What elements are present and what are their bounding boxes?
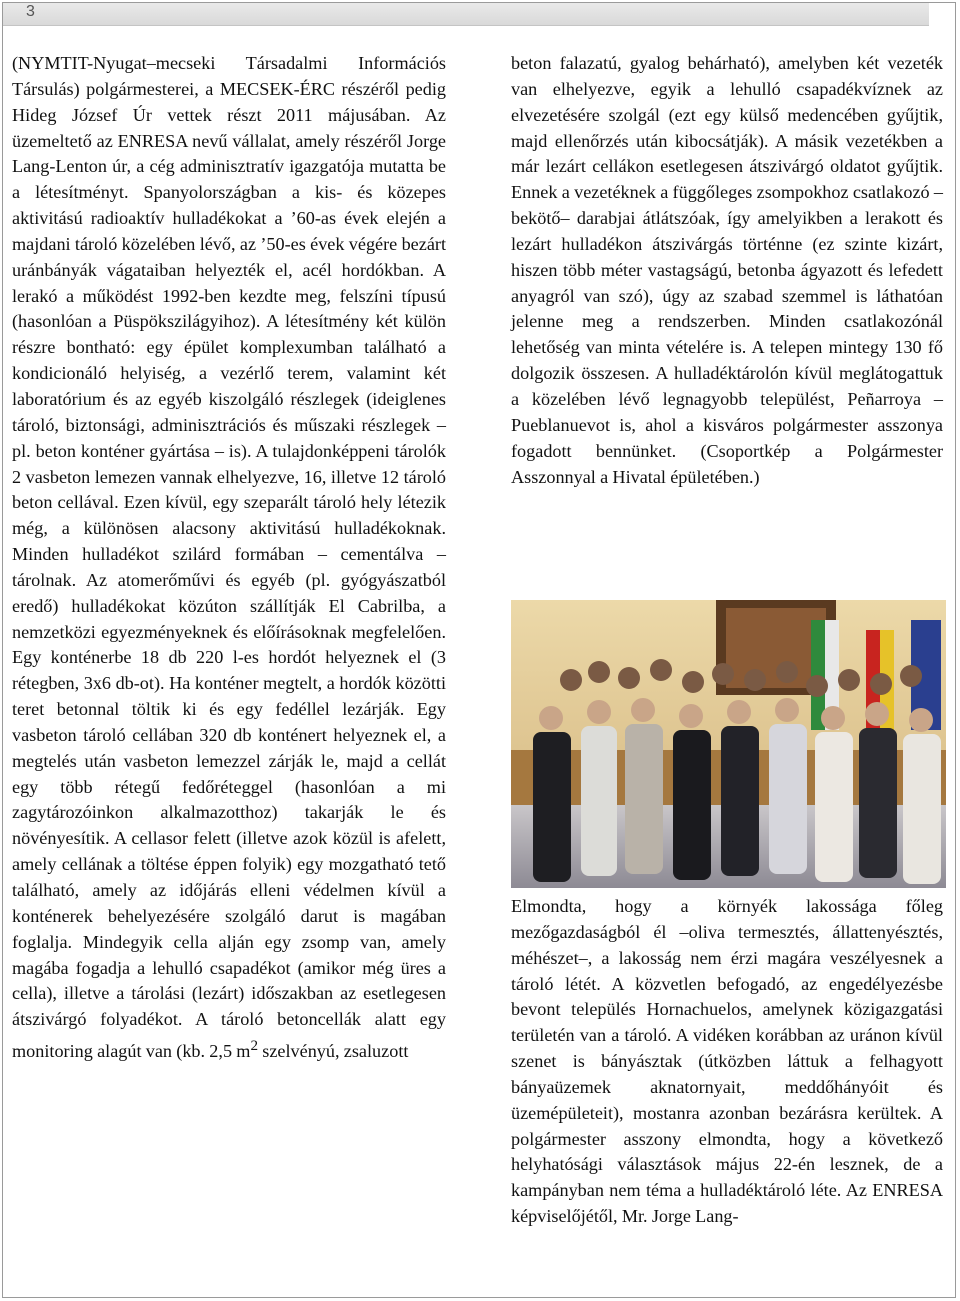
page-header-bar <box>3 3 929 26</box>
group-photo <box>511 600 946 888</box>
group-photo-illustration <box>511 600 946 888</box>
left-column-text <box>12 51 446 1065</box>
right-column-bottom-text: Elmondta, hogy a környék lakossága főleg mezőgazdaságból él –oliva termesztés, állattenyésztés, méhészet–, a lakosság nem érzi magára veszélyesnek a tároló létét. A közvetlen befogadó, az engedélyezésbe bevont település Hornachuelos, amelynek közigazgatási területén van a tároló. A vidéken korábban az uránon kívül szenet is bányásztak (útközben láttuk a felhagyott bányaüzemek aknatornyait, meddőhányóit és üzemépületeit), mostanra azonban bezárásra kerültek. A polgármester asszony elmondta, hogy a következő helyhatósági választások május 22-én lesznek, de a kampányban nem téma a hulladéktároló léte. Az ENRESA képviselőjétől, Mr. Jorge Lang- <box>511 896 943 1227</box>
article-right-column-bottom <box>511 894 943 1230</box>
page-number: 3 <box>26 3 35 20</box>
area-unit-superscript: 2 <box>250 1037 259 1055</box>
left-column-end: szelvényú, zsaluzott <box>258 1041 409 1062</box>
article-right-column-top <box>511 51 943 490</box>
right-column-top-text: beton falazatú, gyalog behárható), amelyben két vezeték van elhelyezve, egyik a lehulló csapadékvíznek az elvezetésére szolgál (ezt egy külső medencében gyűjtik, majd ellenőrzés után kibocsátják). A másik vezetékben a már lezárt cellákon esetlegesen átszivárgó oldatot gyűjtik. Ennek a vezetéknek a függőleges zsompokhoz csatlakozó –bekötő– darabjai átlátszóak, így amelyikben a lerakott és lezárt hulladékon átszivárgás történne (ez szinte kizárt, hiszen több méter vastagságú, betonba ágyazott és lefedett anyagról van szó), úgy az szabad szemmel is láthatóan jelenne meg a rendszerben. Minden csatlakozónál lehetőség van minta vételére is. A telepen mintegy 130 fő dolgozik összesen. A hulladéktárolón kívül meglátogattuk a közelében lévő legnagyobb települést, Peñarroya – Pueblanuevot is, ahol a kisváros polgármester asszonya fogadott bennünket. (Csoportkép a Polgármester Asszonnyal a Hivatal épületében.) <box>511 53 943 487</box>
left-column-body: (NYMTIT-Nyugat–mecseki Társadalmi Információs Társulás) polgármesterei, a MECSEK-ÉRC részéről pedig Hideg József Úr vettek részt 2011 májusában. Az üzemeltető az ENRESA nevű vállalat, amely részéről Jorge Lang-Lenton úr, a cég adminisztratív igazgatója mutatta be a létesítményt. Spanyolországban a kis- és közepes aktivitású radioaktív hulladékokat a ’60-as évek elején a majdani tároló közelében lévő, az ’50-es évek végére bezárt uránbányák vágataiban helyezték el, acél hordókban. A lerakó a működést 1992-ben kezdte meg, felszíni típusú (hasonlóan a Püspökszilágyihoz). A létesítmény két külön részre bontható: egy épület komplexumban található a kondicionáló helyiség, a vezérlő terem, valamint két laboratórium és az egyéb kiszolgáló részlegek (ideiglenes tároló, biztonsági, adminisztrációs és műszaki részlegek – pl. beton konténer gyártása – is). A tulajdonképpeni tárolók 2 vasbeton lemezen vannak elhelyezve, 16, illetve 12 tároló beton cellával. Ezen kívül, egy szeparált tároló hely létezik még, a különösen alacsony aktivitású hulladékoknak. Minden hulladékot szilárd formában – cementálva – tárolnak. Az atomerőművi és egyéb (pl. gyógyászatból eredő) hulladékokat közúton szállítják El Cabrilba, a nemzetközi egyezményeknek és előírásoknak megfelelően. Egy konténerbe 18 db 220 l-es hordót helyeznek el (3 rétegben, 3x6 db-ot). Ha konténer megtelt, a hordók közötti teret betonnal töltik ki és egy fedéllel lezárják. Egy vasbeton tároló cellában 320 db konténert helyeznek el, a megtelés után vasbeton lemezzel zárják le, majd a cellát egy több rétegű fedőréteggel (hasonlóan a mi zagytározóinkon alkalmazotthoz) takarják le és növényesítik. A cellasor felett (illetve azok közül is afelett, amely cellának a töltése éppen folyik) egy mozgatható tető található, amely az időjárás elleni védelmen kívül a konténerek behelyezésére szolgáló darut is magában foglalja. Mindegyik cella alján egy zsomp van, amely magába fogadja a lehulló csapadékot (amikor még üres a cella), illetve a tárolási (lezárt) időszakban az esetlegesen átszivárgó folyadékot. A tároló betoncellák alatt egy monitoring alagút van (kb. 2,5 m <box>12 53 446 1062</box>
article-left-column <box>12 51 446 1065</box>
